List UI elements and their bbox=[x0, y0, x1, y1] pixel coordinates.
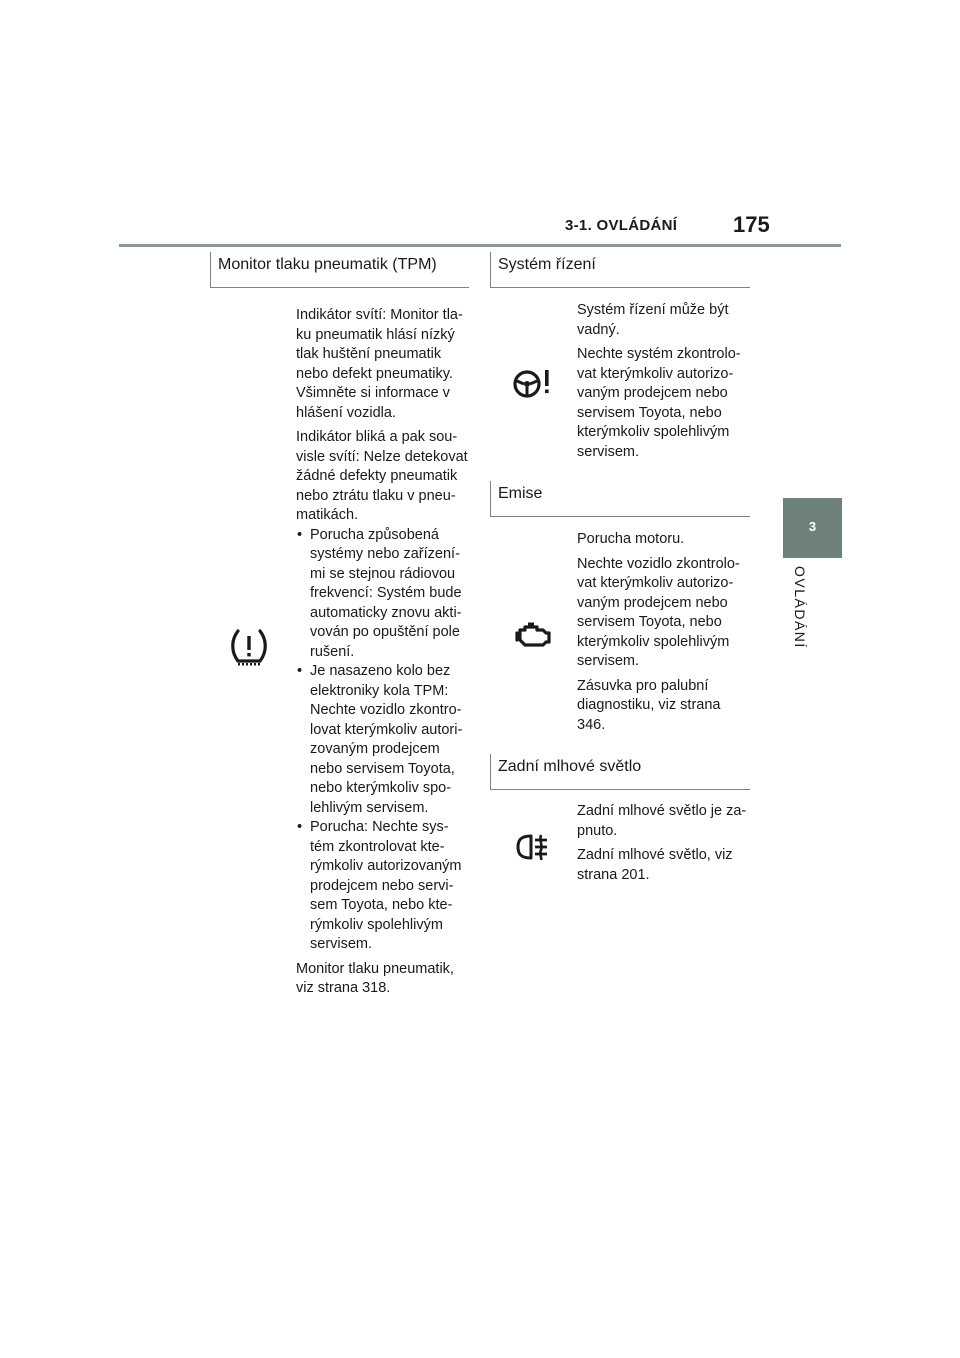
emission-section-title: Emise bbox=[490, 481, 750, 517]
tpm-bullet-item: • Je nasazeno kolo bez elektroniky kola TPM: Nechte vozidlo zkontro-lovat kterýmkoliv autori-zovaným prodejcem nebo servisem Toyota, nebo kterýmkoliv spo-lehlivým servisem. bbox=[296, 662, 468, 818]
tpm-bullet-item: • Porucha: Nechte sys-tém zkontrolovat kte-rýmkoliv autorizovaným prodejcem nebo servi-sem Toyota, nebo kte-rýmkoliv spolehlivým servisem. bbox=[296, 818, 468, 955]
fog-text bbox=[577, 802, 749, 890]
tpm-bullet-list bbox=[296, 526, 468, 955]
check-engine-icon bbox=[514, 622, 552, 650]
chapter-label: OVLÁDÁNÍ bbox=[792, 566, 808, 649]
tpm-paragraph-2: Indikátor bliká a pak sou-visle svítí: Nelze detekovat žádné defekty pneumatik nebo ztrátu tlaku v pneu-matikách. bbox=[296, 429, 468, 523]
emission-paragraph-1: Porucha motoru. bbox=[577, 531, 685, 547]
steering-system-warning-icon bbox=[512, 367, 552, 401]
tire-pressure-warning-icon bbox=[229, 628, 269, 666]
tpm-text bbox=[296, 306, 468, 1004]
header-rule bbox=[119, 244, 841, 247]
page-number: 175 bbox=[733, 212, 770, 237]
emission-paragraph-2: Nechte vozidlo zkontrolo-vat kterýmkoliv autorizo-vaným prodejcem nebo servisem Toyota, nebo kterýmkoliv spolehlivým servisem. bbox=[577, 555, 740, 669]
tpm-section-title: Monitor tlaku pneumatik (TPM) bbox=[210, 252, 469, 288]
tpm-paragraph-3: Monitor tlaku pneumatik, viz strana 318. bbox=[296, 960, 454, 996]
steering-paragraph-1: Systém řízení může být vadný. bbox=[577, 302, 729, 338]
rear-fog-light-icon bbox=[515, 833, 553, 861]
fog-section-title: Zadní mlhové světlo bbox=[490, 754, 750, 790]
steering-paragraph-2: Nechte systém zkontrolo-vat kterýmkoliv autorizo-vaným prodejcem nebo servisem Toyota, nebo kterýmkoliv spolehlivým servisem. bbox=[577, 346, 741, 460]
chapter-tab[interactable]: 3 bbox=[783, 498, 842, 558]
tpm-bullet-item: • Porucha způsobená systémy nebo zařízení-mi se stejnou rádiovou frekvencí: Systém bude automaticky znovu akti-vován po opuštění pole rušení. bbox=[296, 526, 468, 663]
emission-text bbox=[577, 530, 749, 740]
tpm-paragraph-1: Indikátor svítí: Monitor tla-ku pneumatik hlásí nízký tlak huštění pneumatik nebo defekt pneumatiky. Všimněte si informace v hlášení vozidla. bbox=[296, 307, 463, 421]
steering-section-title: Systém řízení bbox=[490, 252, 750, 288]
emission-paragraph-3: Zásuvka pro palubní diagnostiku, viz strana 346. bbox=[577, 677, 721, 733]
steering-text bbox=[577, 301, 749, 467]
section-header: 3-1. OVLÁDÁNÍ bbox=[565, 217, 678, 234]
fog-paragraph-1: Zadní mlhové světlo je za-pnuto. bbox=[577, 803, 747, 839]
fog-paragraph-2: Zadní mlhové světlo, viz strana 201. bbox=[577, 847, 733, 883]
